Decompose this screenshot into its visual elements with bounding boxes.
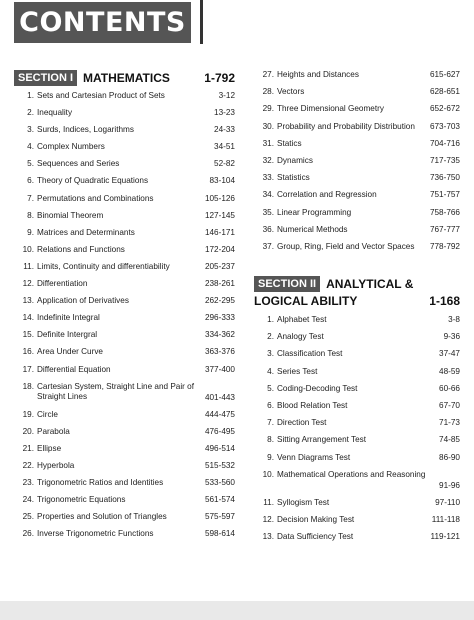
toc-entry-title: Heights and Distances (277, 70, 359, 79)
toc-entry (14, 108, 235, 125)
toc-entry-number: 22. (22, 460, 34, 470)
toc-entry (14, 347, 235, 364)
toc-entry-number: 34. (262, 190, 274, 200)
toc-entry-pages: 71-73 (439, 418, 460, 428)
toc-entry-number: 16. (22, 347, 34, 357)
toc-entry (14, 427, 235, 444)
toc-entry-number: 36. (262, 224, 274, 234)
toc-entry (14, 142, 235, 159)
toc-entry-pages: 751-757 (429, 190, 460, 200)
toc-entry-number: 31. (262, 138, 274, 148)
toc-entry-number: 9. (27, 227, 34, 237)
toc-entry-number: 15. (22, 330, 34, 340)
section-1-range: 1-792 (204, 71, 235, 85)
toc-entry-pages: 758-766 (429, 207, 460, 217)
toc-entry-pages: 515-532 (204, 460, 235, 470)
toc-entry-title: Decision Making Test (277, 514, 355, 524)
toc-entry-number: 25. (22, 512, 34, 522)
toc-entry-number: 4. (27, 142, 34, 152)
toc-entry (254, 435, 460, 452)
toc-entry (254, 470, 460, 498)
section-1-continued-list (254, 70, 460, 259)
toc-entry-pages: 334-362 (204, 330, 235, 340)
toc-entry-pages: 105-126 (204, 193, 235, 203)
toc-entry (14, 91, 235, 108)
section-2-title-line1: ANALYTICAL & (326, 277, 414, 292)
toc-entry-title: Permutations and Combinations (37, 193, 154, 203)
toc-entry-pages: 24-33 (214, 125, 235, 135)
left-column (14, 70, 235, 546)
toc-entry-pages: 238-261 (204, 279, 235, 289)
toc-entry-number: 14. (22, 313, 34, 323)
toc-entry-title: Statistics (277, 173, 310, 183)
toc-entry-title: Coding-Decoding Test (277, 383, 358, 393)
section-2-heading (254, 276, 460, 309)
contents-banner (14, 2, 191, 43)
toc-entry-pages: 778-792 (429, 241, 460, 251)
toc-entry-pages: 296-333 (204, 313, 235, 323)
toc-entry (254, 532, 460, 549)
toc-entry-title: Direction Test (277, 418, 327, 428)
toc-entry-pages: 401-443 (204, 392, 235, 402)
toc-entry-pages: 377-400 (204, 364, 235, 374)
toc-entry (14, 461, 235, 478)
toc-entry-title: Indefinite Integral (37, 313, 100, 323)
toc-entry-pages: 363-376 (204, 347, 235, 357)
toc-entry-title: Properties and Solution of Triangles (37, 512, 167, 522)
toc-entry-pages: 74-85 (439, 435, 460, 445)
toc-entry-pages: 91-96 (439, 480, 460, 490)
toc-entry-pages: 86-90 (439, 452, 460, 462)
toc-entry-pages: 496-514 (204, 443, 235, 453)
toc-entry-title: Alphabet Test (277, 315, 327, 325)
toc-entry (254, 401, 460, 418)
toc-entry-number: 8. (27, 210, 34, 220)
toc-entry-title: Inverse Trigonometric Functions (37, 529, 154, 539)
toc-entry-title: Sets and Cartesian Product of Sets (37, 91, 165, 100)
toc-entry-number: 5. (27, 159, 34, 169)
toc-entry (14, 296, 235, 313)
toc-entry (14, 279, 235, 296)
toc-entry-title: Numerical Methods (277, 224, 348, 234)
toc-entry (14, 330, 235, 347)
toc-entry (254, 453, 460, 470)
toc-entry-pages: 561-574 (204, 495, 235, 505)
toc-entry-title: Area Under Curve (37, 347, 103, 357)
right-column (254, 70, 460, 549)
toc-entry-pages: 83-104 (209, 176, 235, 186)
toc-entry (254, 87, 460, 104)
toc-entry-number: 1. (267, 315, 274, 325)
toc-entry-title: Parabola (37, 426, 70, 436)
toc-entry (14, 495, 235, 512)
toc-entry (254, 225, 460, 242)
toc-entry-pages: 3-12 (218, 91, 235, 100)
toc-entry-number: 12. (262, 514, 274, 524)
toc-entry-pages: 628-651 (429, 87, 460, 97)
toc-entry (14, 228, 235, 245)
section-1-list (14, 91, 235, 546)
toc-entry (254, 418, 460, 435)
toc-entry (14, 125, 235, 142)
toc-entry (254, 242, 460, 259)
toc-entry-number: 13. (262, 532, 274, 542)
toc-entry-pages: 444-475 (204, 409, 235, 419)
toc-entry-title: Surds, Indices, Logarithms (37, 125, 134, 135)
toc-entry-title: Inequality (37, 108, 73, 118)
toc-entry (254, 384, 460, 401)
toc-entry (254, 70, 460, 87)
toc-entry (14, 159, 235, 176)
toc-entry-title: Blood Relation Test (277, 401, 348, 410)
toc-entry (254, 173, 460, 190)
section-1-title: MATHEMATICS (83, 71, 170, 85)
toc-entry-number: 13. (22, 296, 34, 306)
toc-entry (14, 410, 235, 427)
toc-entry-number: 8. (267, 435, 274, 445)
toc-entry-pages: 119-121 (430, 532, 460, 542)
toc-entry-number: 24. (22, 495, 34, 505)
toc-entry-title: Analogy Test (277, 332, 324, 342)
toc-entry (14, 478, 235, 495)
toc-entry (254, 208, 460, 225)
toc-entry (254, 367, 460, 384)
toc-entry-title: Linear Programming (277, 207, 352, 217)
toc-entry-title: Classification Test (277, 349, 343, 359)
toc-entry-title: Group, Ring, Field and Vector Spaces (277, 241, 415, 251)
toc-entry (14, 176, 235, 193)
toc-entry-pages: 704-716 (429, 138, 460, 148)
toc-entry-pages: 111-118 (431, 514, 460, 524)
toc-entry-title: Cartesian System, Straight Line and Pair of Straight Lines (37, 381, 195, 401)
toc-entry (14, 512, 235, 529)
section-1-heading (14, 70, 235, 86)
toc-entry-pages: 34-51 (214, 142, 235, 152)
toc-entry (14, 194, 235, 211)
toc-entry-title: Probability and Probability Distribution (277, 121, 415, 131)
banner-divider (200, 0, 203, 44)
toc-entry (254, 332, 460, 349)
toc-entry-pages: 9-36 (443, 332, 460, 342)
toc-entry (254, 104, 460, 121)
toc-entry-number: 27. (262, 70, 274, 79)
toc-entry-pages: 3-8 (448, 315, 460, 325)
toc-entry-number: 26. (22, 529, 34, 539)
toc-entry-number: 21. (22, 443, 34, 453)
toc-entry-number: 17. (22, 364, 34, 374)
toc-entry-number: 10. (22, 244, 34, 254)
toc-entry-pages: 48-59 (439, 366, 460, 376)
toc-entry-title: Series Test (277, 366, 318, 376)
toc-entry-title: Application of Derivatives (37, 296, 129, 306)
toc-entry-number: 6. (27, 176, 34, 186)
toc-entry-number: 33. (262, 173, 274, 183)
toc-entry-title: Trigonometric Equations (37, 495, 126, 505)
toc-entry (254, 156, 460, 173)
toc-entry-title: Definite Intergral (37, 330, 98, 340)
footer-strip (0, 601, 474, 620)
section-2-list (254, 315, 460, 549)
toc-entry-number: 7. (27, 193, 34, 203)
toc-entry (254, 190, 460, 207)
toc-entry-pages: 172-204 (204, 244, 235, 254)
toc-entry-title: Data Sufficiency Test (277, 532, 354, 542)
toc-entry (14, 382, 235, 410)
page-title: CONTENTS (19, 7, 186, 38)
toc-entry (254, 139, 460, 156)
toc-entry-pages: 97-110 (435, 497, 460, 507)
toc-entry (14, 444, 235, 461)
toc-entry-pages: 146-171 (204, 227, 235, 237)
toc-entry-number: 3. (267, 349, 274, 359)
section-2-badge: SECTION II (254, 276, 320, 292)
toc-entry-number: 23. (22, 477, 34, 487)
toc-entry-number: 7. (267, 418, 274, 428)
toc-entry-pages: 262-295 (204, 296, 235, 306)
toc-entry-title: Three Dimensional Geometry (277, 104, 384, 114)
toc-entry (14, 313, 235, 330)
toc-entry-title: Differentiation (37, 279, 88, 289)
toc-entry (14, 365, 235, 382)
toc-entry-number: 19. (22, 409, 34, 419)
toc-entry-pages: 127-145 (204, 210, 235, 220)
toc-entry-pages: 533-560 (204, 477, 235, 487)
toc-entry-title: Limits, Continuity and differentiability (37, 261, 170, 271)
toc-entry-pages: 598-614 (204, 529, 235, 539)
toc-entry-number: 2. (27, 108, 34, 118)
toc-entry-pages: 575-597 (204, 512, 235, 522)
toc-entry-number: 20. (22, 426, 34, 436)
toc-entry-pages: 60-66 (439, 383, 460, 393)
toc-entry (254, 498, 460, 515)
toc-entry-number: 12. (22, 279, 34, 289)
toc-entry-pages: 736-750 (429, 173, 460, 183)
toc-entry (254, 515, 460, 532)
toc-entry-title: Differential Equation (37, 364, 111, 374)
toc-entry-pages: 717-735 (429, 155, 460, 165)
toc-entry-title: Vectors (277, 87, 305, 97)
toc-entry-title: Statics (277, 138, 302, 148)
section-2-range: 1-168 (429, 294, 460, 309)
toc-entry-pages: 52-82 (214, 159, 235, 169)
toc-entry-number: 10. (262, 469, 274, 479)
toc-entry-number: 1. (27, 91, 34, 100)
toc-entry-pages: 476-495 (204, 426, 235, 436)
toc-entry-number: 18. (22, 381, 34, 391)
toc-entry-title: Venn Diagrams Test (277, 452, 351, 462)
toc-entry-title: Matrices and Determinants (37, 227, 135, 237)
toc-entry-title: Trigonometric Ratios and Identities (37, 477, 164, 487)
section-1-badge: SECTION I (14, 70, 77, 86)
toc-entry-title: Dynamics (277, 155, 313, 165)
toc-entry-title: Hyperbola (37, 460, 75, 470)
toc-entry (14, 262, 235, 279)
toc-entry-number: 11. (23, 261, 34, 271)
toc-entry-number: 3. (27, 125, 34, 135)
toc-entry-title: Mathematical Operations and Reasoning (277, 469, 426, 479)
toc-entry-pages: 205-237 (204, 261, 235, 271)
toc-entry-number: 2. (267, 332, 274, 342)
toc-entry (254, 315, 460, 332)
toc-entry-title: Complex Numbers (37, 142, 105, 152)
toc-entry (14, 529, 235, 546)
toc-entry-title: Circle (37, 409, 58, 419)
toc-entry-number: 9. (267, 452, 274, 462)
toc-entry-pages: 673-703 (429, 121, 460, 131)
toc-entry-title: Sitting Arrangement Test (277, 435, 367, 445)
toc-entry-pages: 652-672 (429, 104, 460, 114)
toc-entry (14, 211, 235, 228)
toc-entry-pages: 767-777 (429, 224, 460, 234)
toc-entry-title: Correlation and Regression (277, 190, 377, 200)
toc-entry-number: 37. (262, 241, 274, 251)
toc-entry (14, 245, 235, 262)
toc-entry-pages: 67-70 (439, 401, 460, 410)
toc-entry (254, 122, 460, 139)
toc-entry-number: 32. (262, 155, 274, 165)
toc-entry-number: 4. (267, 366, 274, 376)
toc-entry-title: Ellipse (37, 443, 62, 453)
toc-entry-number: 28. (262, 87, 274, 97)
toc-entry-number: 5. (267, 383, 274, 393)
toc-entry-title: Syllogism Test (277, 497, 330, 507)
toc-entry-number: 11. (263, 497, 274, 507)
toc-entry-number: 29. (262, 104, 274, 114)
toc-entry-pages: 13-23 (214, 108, 235, 118)
section-2-title-line2: LOGICAL ABILITY (254, 294, 358, 309)
toc-entry-pages: 615-627 (429, 70, 460, 79)
toc-entry-number: 30. (262, 121, 274, 131)
toc-entry-number: 6. (267, 401, 274, 410)
toc-entry-pages: 37-47 (439, 349, 460, 359)
toc-entry-title: Theory of Quadratic Equations (37, 176, 149, 186)
toc-entry-title: Sequences and Series (37, 159, 120, 169)
toc-entry (254, 349, 460, 366)
toc-entry-title: Binomial Theorem (37, 210, 104, 220)
toc-entry-title: Relations and Functions (37, 244, 125, 254)
toc-entry-number: 35. (262, 207, 274, 217)
